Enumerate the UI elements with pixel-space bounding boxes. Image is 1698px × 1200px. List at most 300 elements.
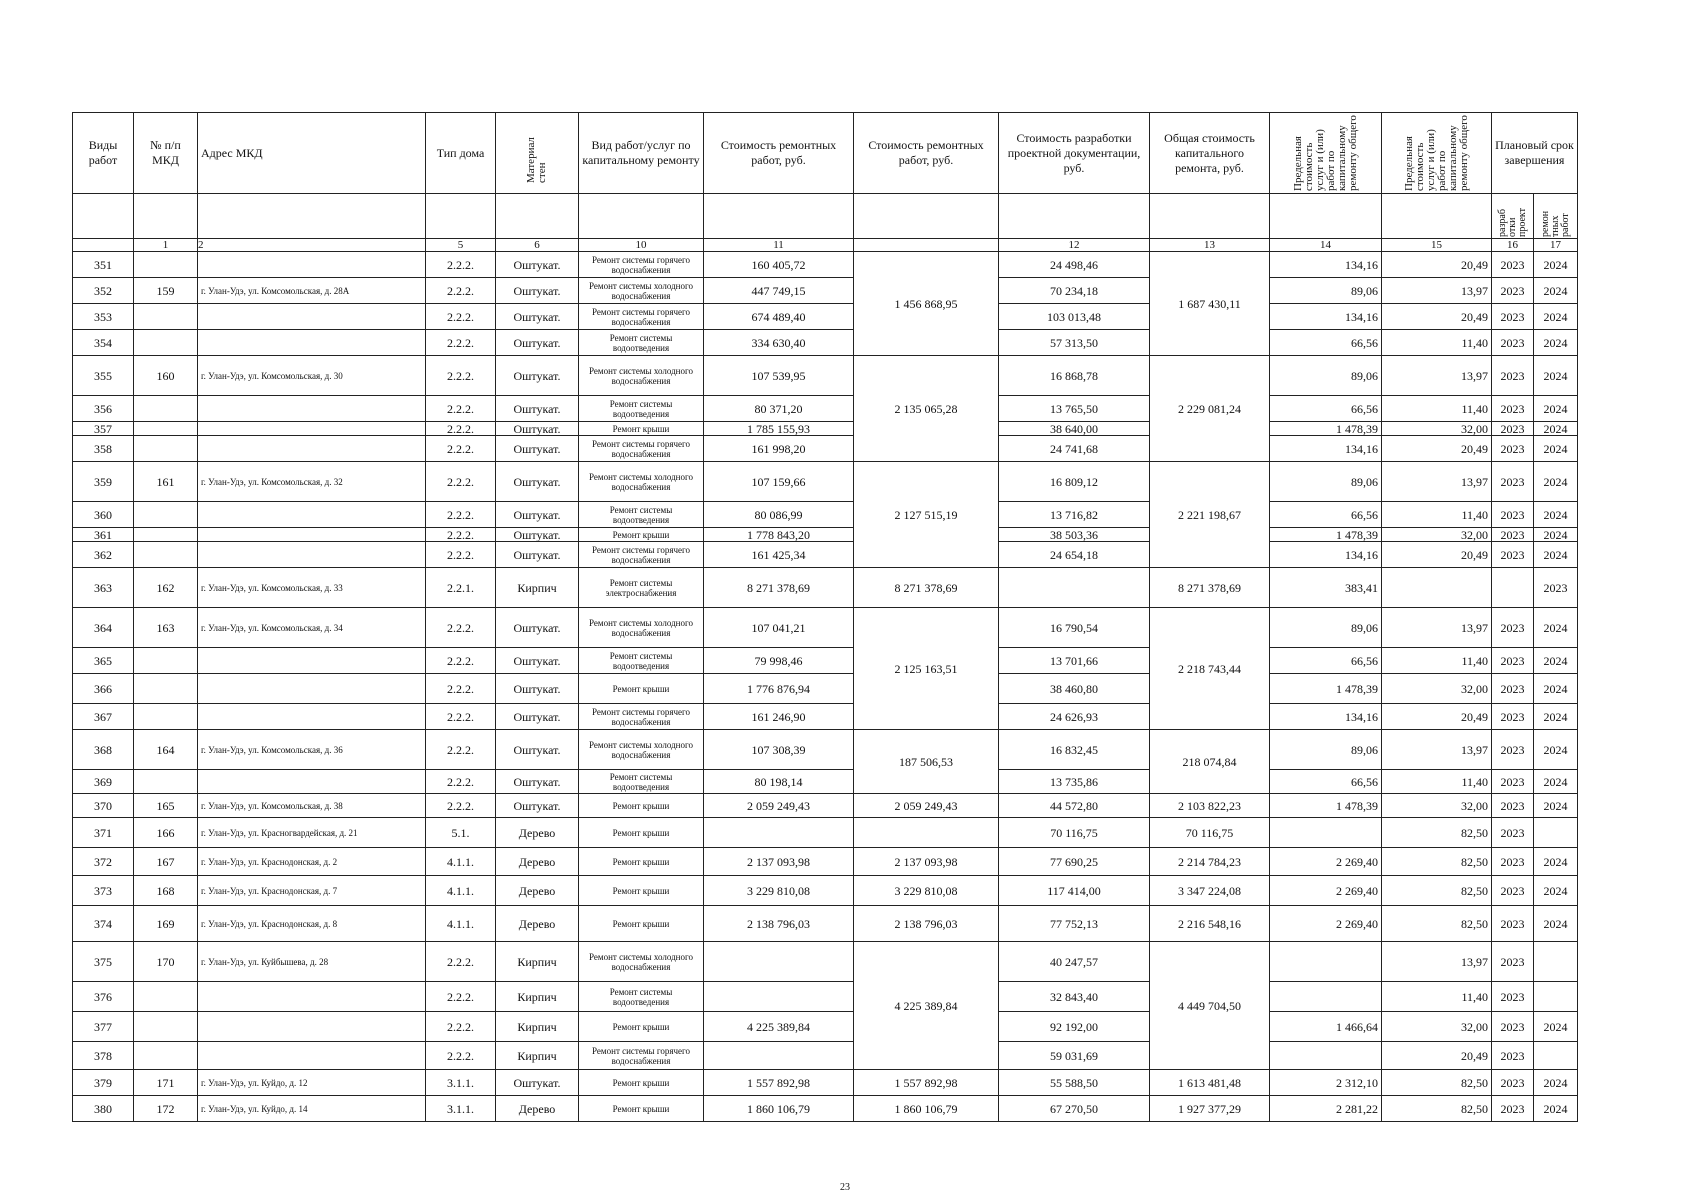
address-cell — [198, 982, 426, 1012]
deadline-design-cell: 2023 — [1492, 608, 1534, 648]
row-number: 369 — [73, 770, 134, 794]
limit-cost-15-cell: 32,00 — [1382, 422, 1492, 436]
total-cost-cell: 2 216 548,16 — [1150, 906, 1270, 942]
design-cost-cell: 38 640,00 — [999, 422, 1150, 436]
mkd-number — [134, 542, 198, 568]
header-limit-cost-14 — [1270, 113, 1382, 194]
work-kind-cell: Ремонт системы водоотведения — [579, 330, 704, 356]
header-deadline-design — [1492, 194, 1534, 239]
address-cell: г. Улан-Удэ, ул. Комсомольская, д. 38 — [198, 794, 426, 818]
house-type-cell: 2.2.2. — [426, 1012, 496, 1042]
repair-cost-cell: 107 041,21 — [704, 608, 854, 648]
mkd-number: 163 — [134, 608, 198, 648]
deadline-design-cell: 2023 — [1492, 422, 1534, 436]
column-number: 1 — [134, 239, 198, 252]
house-type-cell: 4.1.1. — [426, 876, 496, 906]
mkd-number — [134, 528, 198, 542]
design-cost-cell: 16 790,54 — [999, 608, 1150, 648]
repair-cost-cell: 160 405,72 — [704, 252, 854, 278]
work-kind-cell: Ремонт крыши — [579, 528, 704, 542]
address-cell — [198, 674, 426, 704]
limit-cost-14-cell — [1270, 818, 1382, 848]
repair-cost-total-cell: 1 456 868,95 — [854, 252, 999, 356]
design-cost-cell: 16 868,78 — [999, 356, 1150, 396]
mkd-number — [134, 704, 198, 730]
mkd-number — [134, 674, 198, 704]
address-cell: г. Улан-Удэ, ул. Краснодонская, д. 7 — [198, 876, 426, 906]
table-row — [73, 1096, 1578, 1122]
capital-repair-table — [72, 112, 1578, 1122]
wall-material-cell: Оштукат. — [496, 462, 579, 502]
row-number: 376 — [73, 982, 134, 1012]
deadline-works-cell — [1534, 982, 1578, 1012]
wall-material-cell: Оштукат. — [496, 608, 579, 648]
subheader-empty — [704, 194, 854, 239]
table-row — [73, 528, 1578, 542]
column-number: 5 — [426, 239, 496, 252]
row-number: 359 — [73, 462, 134, 502]
mkd-number — [134, 396, 198, 422]
wall-material-cell: Оштукат. — [496, 356, 579, 396]
row-number: 375 — [73, 942, 134, 982]
work-kind-cell: Ремонт системы холодного водоснабжения — [579, 278, 704, 304]
address-cell: г. Улан-Удэ, ул. Комсомольская, д. 34 — [198, 608, 426, 648]
design-cost-cell: 77 752,13 — [999, 906, 1150, 942]
work-kind-cell: Ремонт крыши — [579, 422, 704, 436]
design-cost-cell: 70 116,75 — [999, 818, 1150, 848]
row-number: 360 — [73, 502, 134, 528]
mkd-number: 168 — [134, 876, 198, 906]
repair-cost-cell: 80 371,20 — [704, 396, 854, 422]
subheader-empty — [198, 194, 426, 239]
work-kind-cell: Ремонт системы водоотведения — [579, 502, 704, 528]
work-kind-cell: Ремонт крыши — [579, 876, 704, 906]
address-cell — [198, 436, 426, 462]
limit-cost-14-cell: 134,16 — [1270, 704, 1382, 730]
wall-material-cell: Кирпич — [496, 568, 579, 608]
total-cost-cell: 70 116,75 — [1150, 818, 1270, 848]
wall-material-cell: Оштукат. — [496, 422, 579, 436]
mkd-number — [134, 330, 198, 356]
total-cost-cell: 218 074,84 — [1150, 730, 1270, 794]
deadline-design-cell: 2023 — [1492, 252, 1534, 278]
house-type-cell: 3.1.1. — [426, 1070, 496, 1096]
repair-cost-cell: 1 557 892,98 — [704, 1070, 854, 1096]
deadline-design-cell: 2023 — [1492, 1096, 1534, 1122]
subheader-empty — [854, 194, 999, 239]
deadline-design-cell: 2023 — [1492, 278, 1534, 304]
deadline-works-cell: 2024 — [1534, 704, 1578, 730]
work-kind-cell: Ремонт крыши — [579, 1012, 704, 1042]
deadline-works-cell: 2024 — [1534, 502, 1578, 528]
address-cell — [198, 648, 426, 674]
design-cost-cell: 70 234,18 — [999, 278, 1150, 304]
limit-cost-15-cell: 13,97 — [1382, 730, 1492, 770]
deadline-design-cell: 2023 — [1492, 730, 1534, 770]
row-number: 368 — [73, 730, 134, 770]
total-cost-cell: 2 214 784,23 — [1150, 848, 1270, 876]
limit-cost-14-cell: 2 269,40 — [1270, 876, 1382, 906]
column-number: 11 — [704, 239, 854, 252]
wall-material-cell: Кирпич — [496, 982, 579, 1012]
mkd-number — [134, 252, 198, 278]
limit-cost-15-cell: 32,00 — [1382, 528, 1492, 542]
mkd-number: 171 — [134, 1070, 198, 1096]
header-deadline: Плановый срок завершения — [1492, 113, 1578, 194]
row-number: 351 — [73, 252, 134, 278]
house-type-cell: 5.1. — [426, 818, 496, 848]
row-number: 371 — [73, 818, 134, 848]
row-number: 379 — [73, 1070, 134, 1096]
house-type-cell: 2.2.2. — [426, 278, 496, 304]
address-cell: г. Улан-Удэ, ул. Красногвардейская, д. 21 — [198, 818, 426, 848]
address-cell — [198, 330, 426, 356]
table-row — [73, 252, 1578, 278]
mkd-number: 162 — [134, 568, 198, 608]
deadline-works-cell: 2024 — [1534, 462, 1578, 502]
repair-cost-cell: 1 778 843,20 — [704, 528, 854, 542]
house-type-cell: 4.1.1. — [426, 906, 496, 942]
address-cell — [198, 502, 426, 528]
header-deadline-design-text: разраб отки проект — [1496, 207, 1528, 237]
house-type-cell: 2.2.2. — [426, 704, 496, 730]
mkd-number: 164 — [134, 730, 198, 770]
table-row — [73, 436, 1578, 462]
limit-cost-15-cell: 32,00 — [1382, 674, 1492, 704]
limit-cost-15-cell: 11,40 — [1382, 502, 1492, 528]
repair-cost-cell: 8 271 378,69 — [704, 568, 854, 608]
row-number: 373 — [73, 876, 134, 906]
deadline-works-cell: 2024 — [1534, 648, 1578, 674]
wall-material-cell: Оштукат. — [496, 542, 579, 568]
total-cost-cell: 8 271 378,69 — [1150, 568, 1270, 608]
deadline-design-cell: 2023 — [1492, 942, 1534, 982]
header-row — [73, 113, 1578, 194]
design-cost-cell — [999, 568, 1150, 608]
mkd-number — [134, 770, 198, 794]
work-kind-cell: Ремонт крыши — [579, 794, 704, 818]
repair-cost-cell — [704, 942, 854, 982]
row-number: 372 — [73, 848, 134, 876]
limit-cost-15-cell: 13,97 — [1382, 462, 1492, 502]
total-cost-cell: 2 103 822,23 — [1150, 794, 1270, 818]
repair-cost-cell — [704, 1042, 854, 1070]
limit-cost-14-cell: 89,06 — [1270, 462, 1382, 502]
house-type-cell: 2.2.2. — [426, 422, 496, 436]
mkd-number — [134, 502, 198, 528]
deadline-works-cell: 2024 — [1534, 770, 1578, 794]
limit-cost-15-cell: 20,49 — [1382, 1042, 1492, 1070]
table-row — [73, 730, 1578, 770]
table-row — [73, 1042, 1578, 1070]
repair-cost-total-cell: 2 138 796,03 — [854, 906, 999, 942]
row-number: 365 — [73, 648, 134, 674]
table-row — [73, 356, 1578, 396]
design-cost-cell: 38 460,80 — [999, 674, 1150, 704]
header-deadline-works-text: ремон тных работ — [1539, 210, 1571, 237]
deadline-works-cell: 2024 — [1534, 422, 1578, 436]
repair-cost-cell: 161 246,90 — [704, 704, 854, 730]
wall-material-cell: Дерево — [496, 1096, 579, 1122]
table-row — [73, 648, 1578, 674]
repair-cost-cell: 161 425,34 — [704, 542, 854, 568]
deadline-design-cell: 2023 — [1492, 502, 1534, 528]
subheader-empty — [134, 194, 198, 239]
design-cost-cell: 38 503,36 — [999, 528, 1150, 542]
work-kind-cell: Ремонт системы холодного водоснабжения — [579, 356, 704, 396]
column-number: 15 — [1382, 239, 1492, 252]
wall-material-cell: Оштукат. — [496, 730, 579, 770]
table-row — [73, 1012, 1578, 1042]
limit-cost-14-cell: 2 269,40 — [1270, 906, 1382, 942]
mkd-number: 167 — [134, 848, 198, 876]
table-row — [73, 818, 1578, 848]
deadline-works-cell: 2024 — [1534, 848, 1578, 876]
header-wall-material-text: Материал стен — [525, 137, 548, 183]
wall-material-cell: Дерево — [496, 848, 579, 876]
limit-cost-15-cell: 20,49 — [1382, 304, 1492, 330]
design-cost-cell: 57 313,50 — [999, 330, 1150, 356]
deadline-works-cell: 2024 — [1534, 436, 1578, 462]
mkd-number: 166 — [134, 818, 198, 848]
deadline-works-cell: 2024 — [1534, 528, 1578, 542]
row-number: 370 — [73, 794, 134, 818]
deadline-works-cell: 2024 — [1534, 1012, 1578, 1042]
deadline-works-cell — [1534, 1042, 1578, 1070]
design-cost-cell: 13 765,50 — [999, 396, 1150, 422]
header-repair-cost-2: Стоимость ремонтных работ, руб. — [854, 113, 999, 194]
work-kind-cell: Ремонт системы горячего водоснабжения — [579, 252, 704, 278]
address-cell — [198, 704, 426, 730]
house-type-cell: 2.2.2. — [426, 794, 496, 818]
limit-cost-14-cell: 1 478,39 — [1270, 794, 1382, 818]
mkd-number: 170 — [134, 942, 198, 982]
column-number-blank — [854, 239, 999, 252]
work-kind-cell: Ремонт крыши — [579, 906, 704, 942]
mkd-number — [134, 1012, 198, 1042]
house-type-cell: 2.2.2. — [426, 330, 496, 356]
repair-cost-total-cell: 187 506,53 — [854, 730, 999, 794]
row-number: 378 — [73, 1042, 134, 1070]
design-cost-cell: 16 809,12 — [999, 462, 1150, 502]
deadline-works-cell: 2024 — [1534, 906, 1578, 942]
address-cell — [198, 422, 426, 436]
address-cell — [198, 1012, 426, 1042]
deadline-design-cell: 2023 — [1492, 356, 1534, 396]
limit-cost-14-cell: 134,16 — [1270, 304, 1382, 330]
row-number: 364 — [73, 608, 134, 648]
address-cell — [198, 1042, 426, 1070]
deadline-works-cell: 2024 — [1534, 1070, 1578, 1096]
limit-cost-14-cell: 89,06 — [1270, 278, 1382, 304]
subheader-empty — [1150, 194, 1270, 239]
house-type-cell: 2.2.2. — [426, 436, 496, 462]
work-kind-cell: Ремонт системы холодного водоснабжения — [579, 942, 704, 982]
house-type-cell: 3.1.1. — [426, 1096, 496, 1122]
repair-cost-cell: 79 998,46 — [704, 648, 854, 674]
house-type-cell: 2.2.2. — [426, 1042, 496, 1070]
address-cell: г. Улан-Удэ, ул. Куйбышева, д. 28 — [198, 942, 426, 982]
limit-cost-15-cell: 32,00 — [1382, 1012, 1492, 1042]
deadline-design-cell: 2023 — [1492, 396, 1534, 422]
deadline-design-cell: 2023 — [1492, 1012, 1534, 1042]
limit-cost-14-cell — [1270, 942, 1382, 982]
row-number: 362 — [73, 542, 134, 568]
house-type-cell: 2.2.2. — [426, 542, 496, 568]
deadline-works-cell: 2024 — [1534, 876, 1578, 906]
total-cost-cell: 2 229 081,24 — [1150, 356, 1270, 462]
limit-cost-14-cell: 134,16 — [1270, 542, 1382, 568]
work-kind-cell: Ремонт системы водоотведения — [579, 770, 704, 794]
limit-cost-15-cell — [1382, 568, 1492, 608]
house-type-cell: 2.2.1. — [426, 568, 496, 608]
limit-cost-15-cell: 11,40 — [1382, 330, 1492, 356]
table-row — [73, 674, 1578, 704]
deadline-works-cell: 2024 — [1534, 356, 1578, 396]
limit-cost-14-cell — [1270, 1042, 1382, 1070]
total-cost-cell: 4 449 704,50 — [1150, 942, 1270, 1070]
repair-cost-cell: 674 489,40 — [704, 304, 854, 330]
wall-material-cell: Дерево — [496, 818, 579, 848]
wall-material-cell: Оштукат. — [496, 704, 579, 730]
limit-cost-14-cell: 134,16 — [1270, 436, 1382, 462]
table-row — [73, 330, 1578, 356]
house-type-cell: 2.2.2. — [426, 730, 496, 770]
limit-cost-15-cell: 20,49 — [1382, 704, 1492, 730]
row-number: 367 — [73, 704, 134, 730]
repair-cost-cell: 80 086,99 — [704, 502, 854, 528]
deadline-works-cell: 2024 — [1534, 542, 1578, 568]
header-house-type: Тип дома — [426, 113, 496, 194]
limit-cost-14-cell: 2 312,10 — [1270, 1070, 1382, 1096]
repair-cost-total-cell: 4 225 389,84 — [854, 942, 999, 1070]
work-kind-cell: Ремонт крыши — [579, 1096, 704, 1122]
column-number-row — [73, 239, 1578, 252]
limit-cost-14-cell: 89,06 — [1270, 356, 1382, 396]
deadline-works-cell — [1534, 818, 1578, 848]
limit-cost-15-cell: 13,97 — [1382, 278, 1492, 304]
limit-cost-15-cell: 20,49 — [1382, 436, 1492, 462]
mkd-number: 160 — [134, 356, 198, 396]
header-deadline-works — [1534, 194, 1578, 239]
limit-cost-14-cell: 1 478,39 — [1270, 528, 1382, 542]
total-cost-cell: 2 221 198,67 — [1150, 462, 1270, 568]
work-kind-cell: Ремонт крыши — [579, 674, 704, 704]
limit-cost-15-cell: 82,50 — [1382, 818, 1492, 848]
deadline-design-cell: 2023 — [1492, 304, 1534, 330]
design-cost-cell: 13 701,66 — [999, 648, 1150, 674]
address-cell — [198, 542, 426, 568]
address-cell — [198, 304, 426, 330]
repair-cost-cell: 107 308,39 — [704, 730, 854, 770]
mkd-number: 165 — [134, 794, 198, 818]
repair-cost-cell: 2 137 093,98 — [704, 848, 854, 876]
deadline-design-cell: 2023 — [1492, 770, 1534, 794]
header-limit-cost-15 — [1382, 113, 1492, 194]
limit-cost-14-cell: 66,56 — [1270, 648, 1382, 674]
subheader-empty — [1270, 194, 1382, 239]
repair-cost-total-cell: 3 229 810,08 — [854, 876, 999, 906]
wall-material-cell: Оштукат. — [496, 770, 579, 794]
address-cell — [198, 252, 426, 278]
wall-material-cell: Оштукат. — [496, 396, 579, 422]
row-number: 358 — [73, 436, 134, 462]
subheader-empty — [999, 194, 1150, 239]
wall-material-cell: Оштукат. — [496, 278, 579, 304]
deadline-design-cell: 2023 — [1492, 648, 1534, 674]
design-cost-cell: 40 247,57 — [999, 942, 1150, 982]
row-number: 377 — [73, 1012, 134, 1042]
deadline-works-cell: 2024 — [1534, 304, 1578, 330]
table-row — [73, 942, 1578, 982]
header-work-kind: Вид работ/услуг по капитальному ремонту — [579, 113, 704, 194]
table-body — [73, 252, 1578, 1122]
column-number: 16 — [1492, 239, 1534, 252]
work-kind-cell: Ремонт системы холодного водоснабжения — [579, 730, 704, 770]
house-type-cell: 2.2.2. — [426, 356, 496, 396]
row-number: 357 — [73, 422, 134, 436]
column-number: 12 — [999, 239, 1150, 252]
row-number: 352 — [73, 278, 134, 304]
repair-cost-total-cell: 8 271 378,69 — [854, 568, 999, 608]
repair-cost-cell: 3 229 810,08 — [704, 876, 854, 906]
header-address: Адрес МКД — [198, 113, 426, 194]
column-number: 10 — [579, 239, 704, 252]
wall-material-cell: Оштукат. — [496, 648, 579, 674]
row-number: 380 — [73, 1096, 134, 1122]
row-number: 374 — [73, 906, 134, 942]
table-row — [73, 304, 1578, 330]
wall-material-cell: Оштукат. — [496, 436, 579, 462]
house-type-cell: 2.2.2. — [426, 304, 496, 330]
table-row — [73, 568, 1578, 608]
repair-cost-cell: 1 776 876,94 — [704, 674, 854, 704]
limit-cost-15-cell: 82,50 — [1382, 1096, 1492, 1122]
address-cell: г. Улан-Удэ, ул. Комсомольская, д. 36 — [198, 730, 426, 770]
design-cost-cell: 92 192,00 — [999, 1012, 1150, 1042]
deadline-works-cell: 2024 — [1534, 608, 1578, 648]
limit-cost-14-cell: 89,06 — [1270, 730, 1382, 770]
wall-material-cell: Оштукат. — [496, 330, 579, 356]
repair-cost-cell: 2 059 249,43 — [704, 794, 854, 818]
work-kind-cell: Ремонт крыши — [579, 848, 704, 876]
limit-cost-15-cell: 13,97 — [1382, 608, 1492, 648]
house-type-cell: 2.2.2. — [426, 396, 496, 422]
wall-material-cell: Кирпич — [496, 1042, 579, 1070]
limit-cost-14-cell: 1 466,64 — [1270, 1012, 1382, 1042]
deadline-works-cell: 2024 — [1534, 674, 1578, 704]
table-row — [73, 502, 1578, 528]
limit-cost-14-cell: 66,56 — [1270, 502, 1382, 528]
mkd-number — [134, 436, 198, 462]
header-limit-cost-14-text: Предельная стоимость услуг и (или) работ по капитальному ремонту общего — [1291, 115, 1359, 191]
work-kind-cell: Ремонт системы холодного водоснабжения — [579, 608, 704, 648]
table-row — [73, 770, 1578, 794]
limit-cost-14-cell: 66,56 — [1270, 396, 1382, 422]
repair-cost-total-cell: 2 137 093,98 — [854, 848, 999, 876]
address-cell: г. Улан-Удэ, ул. Комсомольская, д. 32 — [198, 462, 426, 502]
column-number: 14 — [1270, 239, 1382, 252]
table-row — [73, 542, 1578, 568]
header-repair-cost-1: Стоимость ремонтных работ, руб. — [704, 113, 854, 194]
repair-cost-cell: 161 998,20 — [704, 436, 854, 462]
address-cell — [198, 528, 426, 542]
row-number: 356 — [73, 396, 134, 422]
design-cost-cell: 16 832,45 — [999, 730, 1150, 770]
limit-cost-15-cell: 20,49 — [1382, 252, 1492, 278]
total-cost-cell: 3 347 224,08 — [1150, 876, 1270, 906]
design-cost-cell: 103 013,48 — [999, 304, 1150, 330]
